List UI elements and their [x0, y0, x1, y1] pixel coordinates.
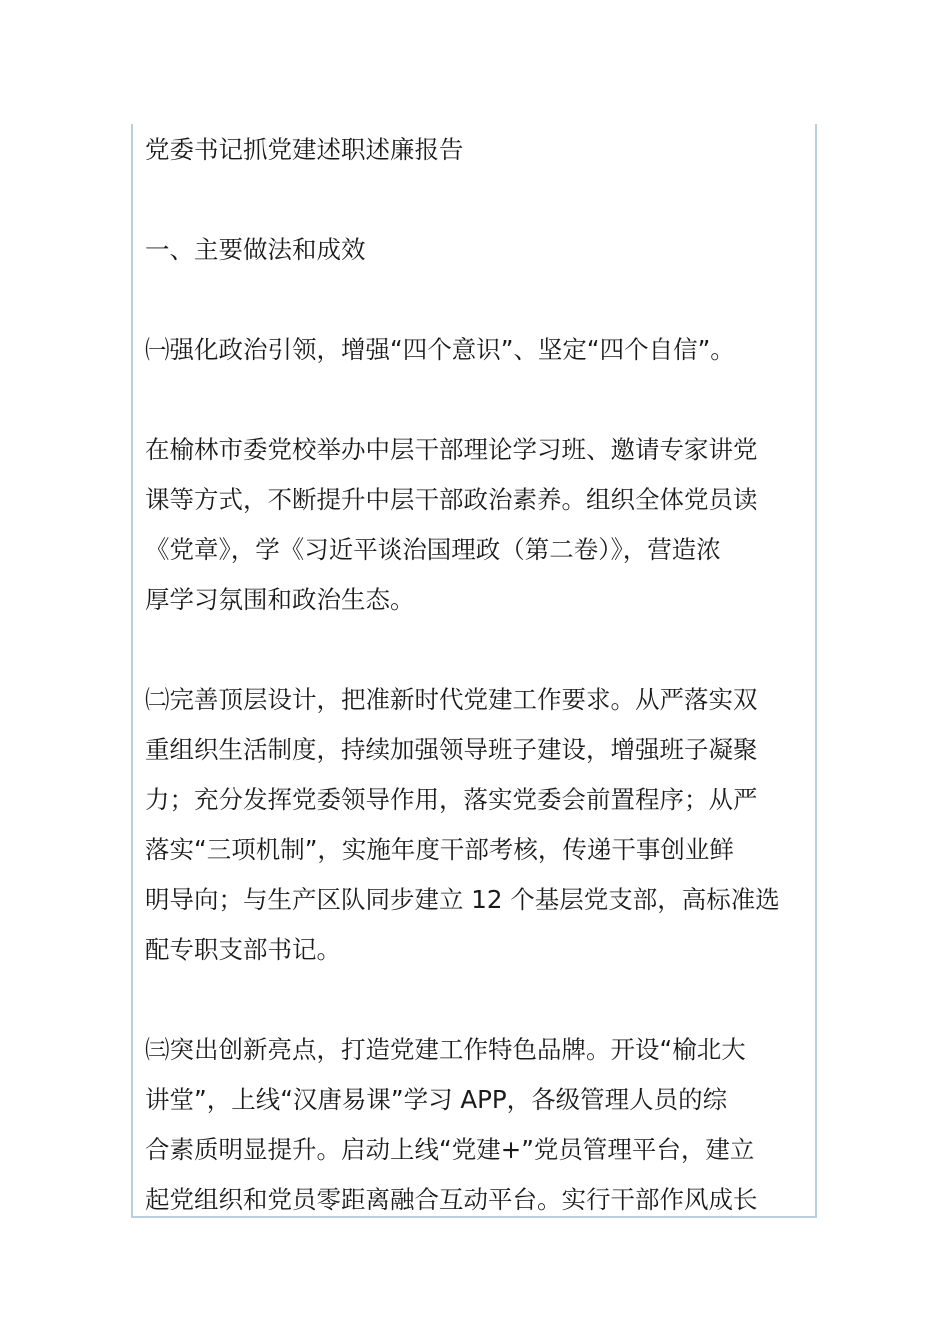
document-frame	[131, 124, 817, 1218]
paragraph-line: 重组织生活制度，持续加强领导班子建设，增强班子凝聚	[145, 735, 758, 764]
paragraph-line: 起党组织和党员零距离融合互动平台。实行干部作风成长	[145, 1185, 758, 1214]
paragraph-line: 课等方式，不断提升中层干部政治素养。组织全体党员读	[145, 485, 758, 514]
paragraph-line: 在榆林市委党校举办中层干部理论学习班、邀请专家讲党	[145, 435, 758, 464]
paragraph-line: ㈡完善顶层设计，把准新时代党建工作要求。从严落实双	[145, 685, 758, 714]
paragraph-line: 厚学习氛围和政治生态。	[145, 585, 415, 614]
paragraph-line: 讲堂”，上线“汉唐易课”学习 APP，各级管理人员的综	[145, 1085, 728, 1114]
section-heading: 一、主要做法和成效	[145, 235, 366, 264]
paragraph-line: 明导向；与生产区队同步建立 12 个基层党支部，高标准选	[145, 885, 780, 914]
paragraph-line: 力；充分发挥党委领导作用，落实党委会前置程序；从严	[145, 785, 758, 814]
paragraph-line: ㈢突出创新亮点，打造党建工作特色品牌。开设“榆北大	[145, 1035, 746, 1064]
paragraph-line: 配专职支部书记。	[145, 935, 341, 964]
paragraph-line: 落实“三项机制”，实施年度干部考核，传递干事创业鲜	[145, 835, 734, 864]
subsection-title: ㈠强化政治引领，增强“四个意识”、坚定“四个自信”。	[145, 335, 735, 364]
paragraph-line: 《党章》，学《习近平谈治国理政（第二卷）》，营造浓	[145, 535, 721, 564]
document-body	[145, 124, 807, 1218]
paragraph-line: 合素质明显提升。启动上线“党建+”党员管理平台，建立	[145, 1135, 755, 1164]
document-title: 党委书记抓党建述职述廉报告	[145, 135, 464, 164]
